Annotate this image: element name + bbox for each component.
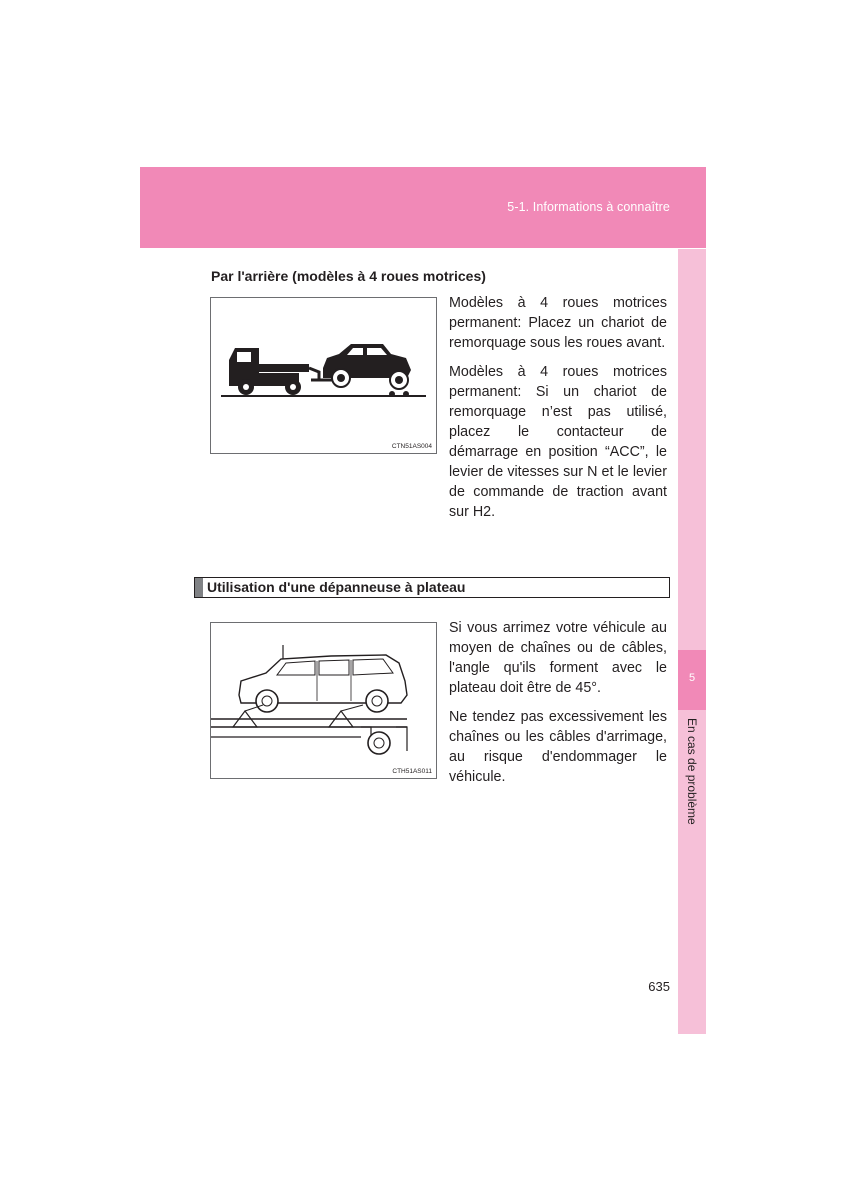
header-band [140,167,706,248]
flatbed-illustration [211,623,436,778]
paragraph: Si vous arrimez votre véhicule au moyen de chaînes ou de câbles, l'angle qu'ils forment avec le plateau doit être de 45°. [449,620,667,696]
figure-tow-rear [210,297,437,454]
chapter-title: En cas de problème [685,718,699,825]
side-tab [678,249,706,1034]
chapter-number: 5 [688,672,696,684]
section1-text [449,293,667,531]
paragraph: Modèles à 4 roues motrices permanent: Placez un chariot de remorquage sous les roues avant. [449,295,667,351]
chapter-tab [678,650,706,710]
paragraph: Modèles à 4 roues motrices permanent: Si un chariot de remorquage n’est pas utilisé, placez le contacteur de démarrage en position “ACC”, le levier de vitesses sur N et le levier de commande de traction avant sur H2. [449,364,667,520]
section-title: Utilisation d'une dépanneuse à plateau [207,579,466,595]
towing-illustration [211,298,436,453]
subheading: Par l'arrière (modèles à 4 roues motrices) [211,268,486,284]
paragraph: Ne tendez pas excessivement les chaînes ou les câbles d'arrimage, au risque d'endommager le véhicule. [449,709,667,785]
figure-code: CTH51AS011 [392,768,432,775]
section-header: 5-1. Informations à connaître [507,200,670,214]
figure-flatbed [210,622,437,779]
page-number: 635 [648,979,670,994]
figure-code: CTN51AS004 [391,443,432,450]
section-title-bar [194,577,670,598]
section2-text [449,618,667,796]
section-marker [195,578,203,597]
